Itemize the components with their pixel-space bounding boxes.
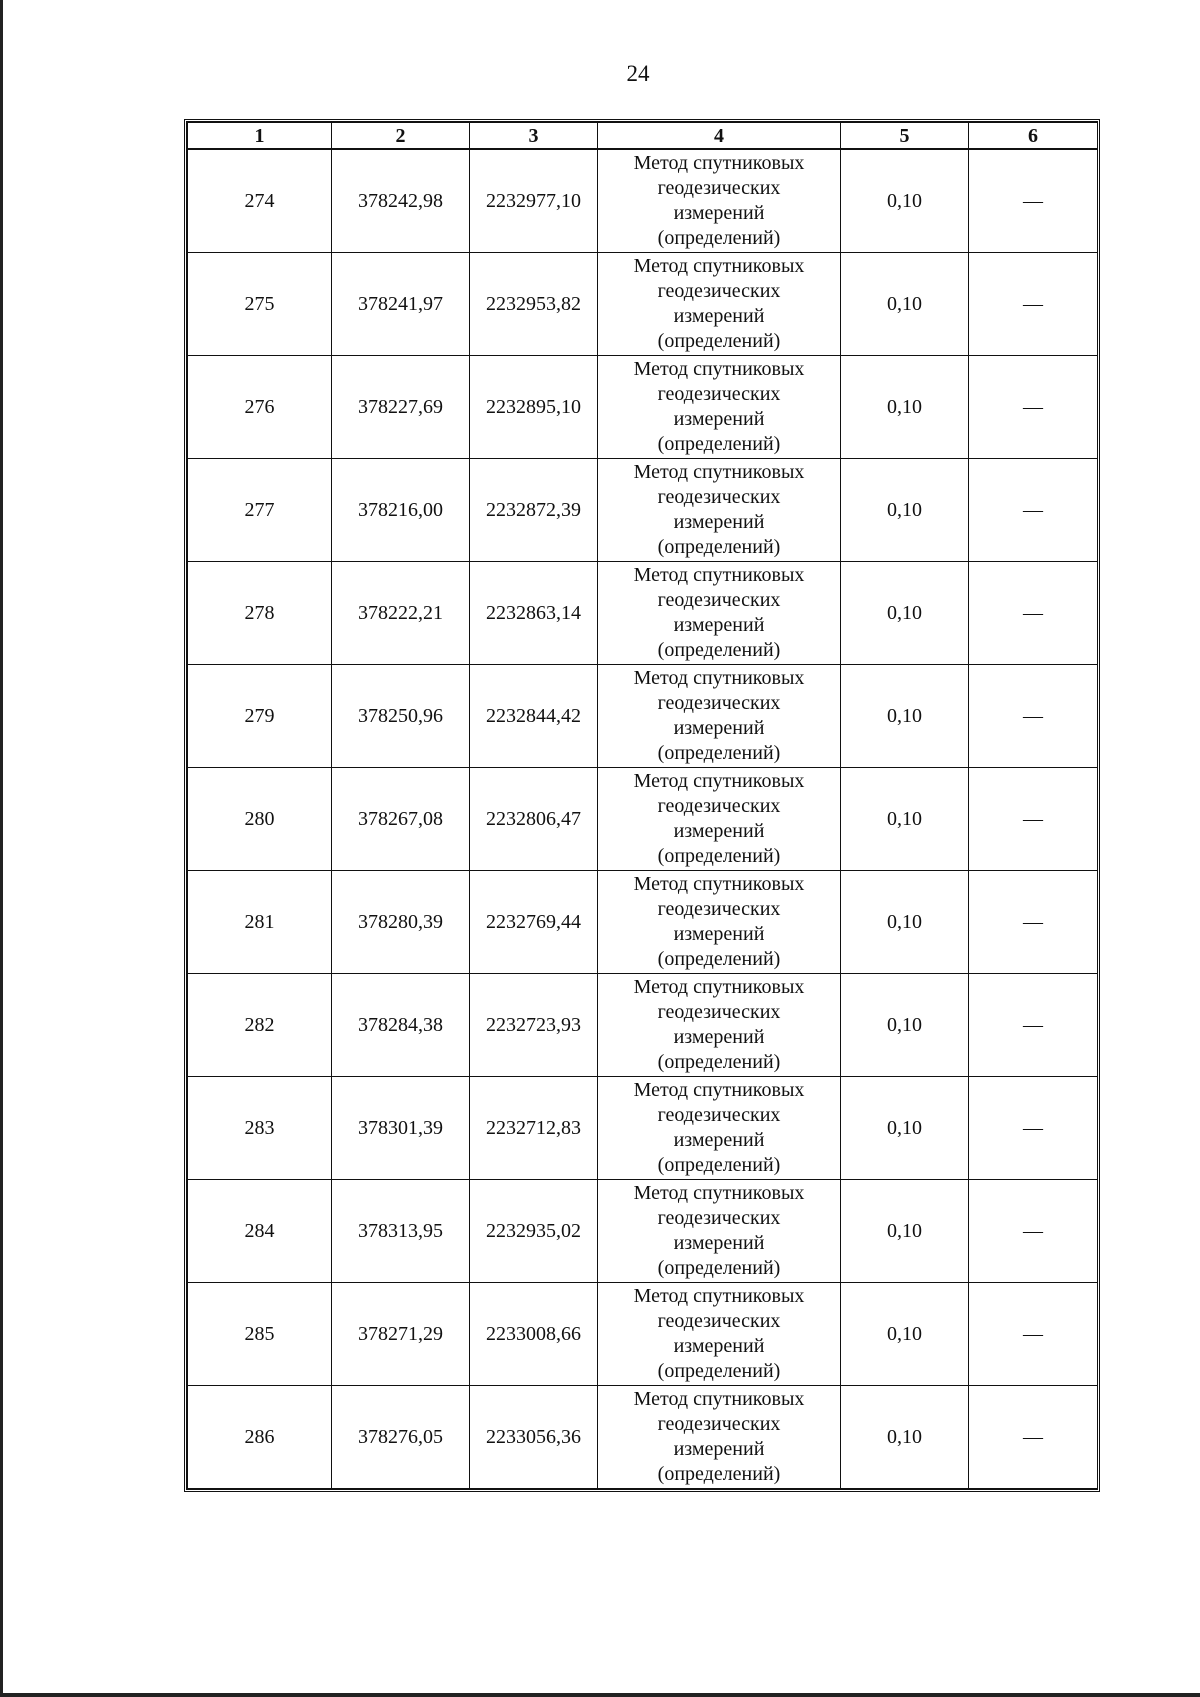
dash-mark: —	[1023, 807, 1043, 830]
method-line: измерений	[673, 923, 765, 945]
method-cell	[598, 974, 841, 1077]
method-cell	[598, 356, 841, 459]
point-number-cell: 277	[188, 459, 332, 562]
dash-mark: —	[1023, 1322, 1043, 1345]
coordinate-y-cell: 2232769,44	[470, 871, 598, 974]
table-row	[188, 871, 1098, 974]
coordinate-y-cell: 2232872,39	[470, 459, 598, 562]
coordinate-x-cell: 378222,21	[332, 562, 470, 665]
precision-cell: 0,10	[841, 665, 969, 768]
table-row	[188, 665, 1098, 768]
method-cell	[598, 1077, 841, 1180]
table-row	[188, 1180, 1098, 1283]
column-header-4: 4	[598, 123, 841, 150]
coordinate-x-cell: 378284,38	[332, 974, 470, 1077]
method-line: Метод спутниковых	[633, 1285, 805, 1307]
precision-cell: 0,10	[841, 1283, 969, 1386]
dash-mark: —	[1023, 1013, 1043, 1036]
method-line: (определений)	[657, 639, 781, 661]
method-line: (определений)	[657, 1360, 781, 1382]
table-body	[188, 149, 1098, 1489]
table-row	[188, 1386, 1098, 1489]
description-cell	[969, 1180, 1098, 1283]
method-line: (определений)	[657, 948, 781, 970]
coordinate-x-cell: 378241,97	[332, 253, 470, 356]
method-line: Метод спутниковых	[633, 358, 805, 380]
method-line: (определений)	[657, 330, 781, 352]
method-line: геодезических	[657, 795, 781, 817]
table-row	[188, 1283, 1098, 1386]
method-line: Метод спутниковых	[633, 873, 805, 895]
dash-mark: —	[1023, 189, 1043, 212]
dash-mark: —	[1023, 395, 1043, 418]
method-line: (определений)	[657, 1257, 781, 1279]
coordinate-y-cell: 2233008,66	[470, 1283, 598, 1386]
description-cell	[969, 871, 1098, 974]
method-line: измерений	[673, 820, 765, 842]
point-number-cell: 281	[188, 871, 332, 974]
method-line: (определений)	[657, 845, 781, 867]
precision-cell: 0,10	[841, 253, 969, 356]
point-number-cell: 284	[188, 1180, 332, 1283]
precision-cell: 0,10	[841, 562, 969, 665]
method-line: измерений	[673, 1335, 765, 1357]
method-line: измерений	[673, 1232, 765, 1254]
column-header-1: 1	[188, 123, 332, 150]
method-line: геодезических	[657, 692, 781, 714]
method-line: геодезических	[657, 486, 781, 508]
table-row	[188, 149, 1098, 253]
column-header-2: 2	[332, 123, 470, 150]
dash-mark: —	[1023, 1425, 1043, 1448]
coordinate-x-cell: 378280,39	[332, 871, 470, 974]
table-row	[188, 253, 1098, 356]
method-cell	[598, 1180, 841, 1283]
method-line: (определений)	[657, 1463, 781, 1485]
method-line: (определений)	[657, 433, 781, 455]
method-cell	[598, 665, 841, 768]
coordinate-y-cell: 2232844,42	[470, 665, 598, 768]
point-number-cell: 279	[188, 665, 332, 768]
dash-mark: —	[1023, 601, 1043, 624]
method-line: Метод спутниковых	[633, 1388, 805, 1410]
table-row	[188, 1077, 1098, 1180]
method-line: измерений	[673, 1026, 765, 1048]
method-line: Метод спутниковых	[633, 976, 805, 998]
coordinate-x-cell: 378271,29	[332, 1283, 470, 1386]
method-line: геодезических	[657, 1001, 781, 1023]
method-line: Метод спутниковых	[633, 152, 805, 174]
method-line: (определений)	[657, 1154, 781, 1176]
point-number-cell: 286	[188, 1386, 332, 1489]
point-number-cell: 276	[188, 356, 332, 459]
point-number-cell: 275	[188, 253, 332, 356]
coordinate-y-cell: 2232712,83	[470, 1077, 598, 1180]
description-cell	[969, 974, 1098, 1077]
page-number: 24	[626, 61, 650, 86]
table-row	[188, 768, 1098, 871]
method-line: измерений	[673, 717, 765, 739]
point-number-cell: 282	[188, 974, 332, 1077]
coordinates-table-frame	[184, 119, 1100, 1492]
method-line: геодезических	[657, 1413, 781, 1435]
dash-mark: —	[1023, 292, 1043, 315]
method-line: измерений	[673, 202, 765, 224]
precision-cell: 0,10	[841, 871, 969, 974]
coordinate-x-cell: 378301,39	[332, 1077, 470, 1180]
description-cell	[969, 562, 1098, 665]
method-cell	[598, 768, 841, 871]
coordinate-y-cell: 2232895,10	[470, 356, 598, 459]
table-row	[188, 562, 1098, 665]
point-number-cell: 280	[188, 768, 332, 871]
method-line: измерений	[673, 408, 765, 430]
table-header-row	[188, 123, 1098, 150]
method-cell	[598, 459, 841, 562]
table-row	[188, 356, 1098, 459]
description-cell	[969, 149, 1098, 253]
coordinate-y-cell: 2232863,14	[470, 562, 598, 665]
coordinate-x-cell: 378227,69	[332, 356, 470, 459]
method-line: Метод спутниковых	[633, 255, 805, 277]
method-line: геодезических	[657, 898, 781, 920]
coordinates-table	[187, 122, 1098, 1489]
coordinate-y-cell: 2232953,82	[470, 253, 598, 356]
precision-cell: 0,10	[841, 1180, 969, 1283]
dash-mark: —	[1023, 1116, 1043, 1139]
method-line: Метод спутниковых	[633, 1182, 805, 1204]
description-cell	[969, 665, 1098, 768]
method-line: Метод спутниковых	[633, 461, 805, 483]
method-line: измерений	[673, 1129, 765, 1151]
method-cell	[598, 253, 841, 356]
point-number-cell: 283	[188, 1077, 332, 1180]
description-cell	[969, 253, 1098, 356]
coordinate-x-cell: 378242,98	[332, 149, 470, 253]
method-line: геодезических	[657, 383, 781, 405]
point-number-cell: 278	[188, 562, 332, 665]
method-line: измерений	[673, 614, 765, 636]
dash-mark: —	[1023, 498, 1043, 521]
method-cell	[598, 1386, 841, 1489]
coordinate-y-cell: 2232806,47	[470, 768, 598, 871]
method-cell	[598, 149, 841, 253]
column-header-5: 5	[841, 123, 969, 150]
table-row	[188, 459, 1098, 562]
table-row	[188, 974, 1098, 1077]
description-cell	[969, 1283, 1098, 1386]
dash-mark: —	[1023, 704, 1043, 727]
dash-mark: —	[1023, 910, 1043, 933]
method-line: геодезических	[657, 1207, 781, 1229]
point-number-cell: 285	[188, 1283, 332, 1386]
method-cell	[598, 562, 841, 665]
coordinate-x-cell: 378313,95	[332, 1180, 470, 1283]
scan-edge-left	[0, 0, 3, 1697]
method-cell	[598, 871, 841, 974]
method-line: измерений	[673, 305, 765, 327]
method-line: геодезических	[657, 177, 781, 199]
point-number-cell: 274	[188, 149, 332, 253]
method-cell	[598, 1283, 841, 1386]
method-line: Метод спутниковых	[633, 564, 805, 586]
precision-cell: 0,10	[841, 768, 969, 871]
method-line: геодезических	[657, 589, 781, 611]
column-header-3: 3	[470, 123, 598, 150]
coordinate-x-cell: 378276,05	[332, 1386, 470, 1489]
scan-edge-bottom	[0, 1693, 1200, 1697]
precision-cell: 0,10	[841, 149, 969, 253]
method-line: Метод спутниковых	[633, 770, 805, 792]
coordinate-y-cell: 2232723,93	[470, 974, 598, 1077]
description-cell	[969, 1077, 1098, 1180]
method-line: (определений)	[657, 1051, 781, 1073]
precision-cell: 0,10	[841, 1386, 969, 1489]
precision-cell: 0,10	[841, 1077, 969, 1180]
precision-cell: 0,10	[841, 459, 969, 562]
description-cell	[969, 768, 1098, 871]
method-line: (определений)	[657, 536, 781, 558]
precision-cell: 0,10	[841, 356, 969, 459]
precision-cell: 0,10	[841, 974, 969, 1077]
coordinate-y-cell: 2232935,02	[470, 1180, 598, 1283]
description-cell	[969, 356, 1098, 459]
coordinate-x-cell: 378250,96	[332, 665, 470, 768]
dash-mark: —	[1023, 1219, 1043, 1242]
method-line: (определений)	[657, 227, 781, 249]
method-line: геодезических	[657, 280, 781, 302]
coordinate-y-cell: 2232977,10	[470, 149, 598, 253]
description-cell	[969, 1386, 1098, 1489]
method-line: Метод спутниковых	[633, 667, 805, 689]
method-line: (определений)	[657, 742, 781, 764]
description-cell	[969, 459, 1098, 562]
method-line: геодезических	[657, 1310, 781, 1332]
coordinate-y-cell: 2233056,36	[470, 1386, 598, 1489]
method-line: Метод спутниковых	[633, 1079, 805, 1101]
coordinate-x-cell: 378216,00	[332, 459, 470, 562]
method-line: измерений	[673, 1438, 765, 1460]
method-line: измерений	[673, 511, 765, 533]
method-line: геодезических	[657, 1104, 781, 1126]
coordinate-x-cell: 378267,08	[332, 768, 470, 871]
column-header-6: 6	[969, 123, 1098, 150]
